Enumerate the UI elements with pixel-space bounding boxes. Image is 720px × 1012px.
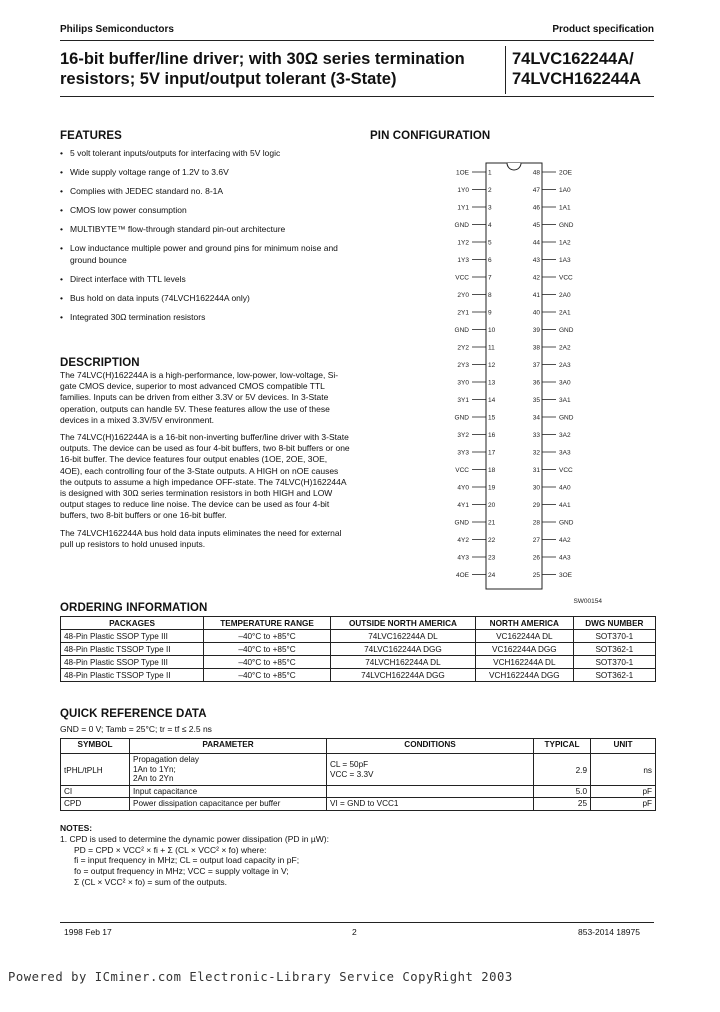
pin-left-number: 4 xyxy=(488,222,492,229)
pin-right-name: 4A1 xyxy=(559,502,571,509)
footer-date: 1998 Feb 17 xyxy=(64,927,112,937)
feature-item: • CMOS low power consumption xyxy=(60,205,350,217)
table-cell: SOT370-1 xyxy=(573,630,655,643)
document-code: 853-2014 18975 xyxy=(578,927,640,937)
pin-left-name: GND xyxy=(454,414,469,422)
pin-diagram xyxy=(380,152,602,605)
pin-left-number: 8 xyxy=(488,292,492,299)
description-body xyxy=(60,370,350,556)
pin-right-name: GND xyxy=(559,519,574,527)
pin-left-name: 2Y0 xyxy=(457,292,469,299)
table-cell: Propagation delay 1An to 1Yn; 2An to 2Yn xyxy=(130,754,327,786)
pin-left-name: 4OE xyxy=(455,572,469,579)
pin-left-number: 18 xyxy=(488,467,496,474)
table-cell: 74LVCH162244A DGG xyxy=(330,669,475,682)
pin-left-name: 3Y1 xyxy=(457,397,469,404)
feature-item: • Wide supply voltage range of 1.2V to 3.6V xyxy=(60,167,350,179)
pin-right-number: 34 xyxy=(532,414,540,422)
col-conditions: CONDITIONS xyxy=(327,739,534,754)
col-typical: TYPICAL xyxy=(534,739,591,754)
quick-ref-header-row xyxy=(61,739,656,754)
pin-left-number: 11 xyxy=(488,344,495,352)
pin-right-name: 1A0 xyxy=(559,187,571,194)
pin-right-number: 33 xyxy=(532,432,540,439)
pin-left-name: 2Y3 xyxy=(457,362,469,369)
table-cell: 5.0 xyxy=(534,785,591,798)
pin-right-number: 45 xyxy=(532,222,540,229)
note-line: 1. CPD is used to determine the dynamic power dissipation (PD in µW): xyxy=(60,833,329,844)
pin-left-number: 1 xyxy=(488,169,492,177)
features-heading: FEATURES xyxy=(60,130,122,142)
col-symbol: SYMBOL xyxy=(61,739,130,754)
description-paragraph: The 74LVC(H)162244A is a 16-bit non-inverting buffer/line driver with 3-State outputs. The device can be used as four 4-bit buffers, two 8-bit buffers or one 16-bit buffer. The device features four output enables (1OE, 2OE, 3OE, 4OE), each controlling four of the 3-State outputs. A HIGH on nOE causes the outputs to assume a high impedance OFF-state. The 74LVC(H)162244A is designed with 30Ω series termination resistors in both HIGH and LOW output stages to reduce line noise. The device can be used as four 4-bit buffers, two 8-bit buffers or one 16-bit buffer. xyxy=(60,432,350,521)
table-row xyxy=(61,630,656,643)
pin-left-number: 14 xyxy=(488,397,496,404)
quick-ref-heading: QUICK REFERENCE DATA xyxy=(60,708,207,720)
title-line-1: 16-bit buffer/line driver; with 30Ω series termination xyxy=(60,50,465,68)
pin-right-name: 2A2 xyxy=(559,344,571,352)
feature-item: • Direct interface with TTL levels xyxy=(60,274,350,286)
ordering-table xyxy=(60,616,656,682)
pin-right-number: 48 xyxy=(532,169,540,177)
pin-right-number: 39 xyxy=(532,327,540,334)
pin-right-name: 2OE xyxy=(559,169,573,177)
feature-item: • 5 volt tolerant inputs/outputs for interfacing with 5V logic xyxy=(60,148,350,160)
pin-right-name: 4A2 xyxy=(559,537,571,544)
pin-right-number: 36 xyxy=(532,379,540,387)
table-cell: 74LVC162244A DGG xyxy=(330,643,475,656)
table-cell: VC162244A DGG xyxy=(475,643,573,656)
description-heading: DESCRIPTION xyxy=(60,357,140,369)
header-rule xyxy=(60,40,654,41)
pin-left-number: 16 xyxy=(488,432,496,439)
page-number: 2 xyxy=(352,927,357,937)
pin-left-name: 3Y0 xyxy=(457,379,469,387)
pin-right-name: GND xyxy=(559,222,574,229)
description-paragraph: The 74LVCH162244A bus hold data inputs eliminates the need for external pull up resistors to hold unused inputs. xyxy=(60,527,342,549)
col-packages: PACKAGES xyxy=(61,617,204,630)
col-outside-na: OUTSIDE NORTH AMERICA xyxy=(330,617,475,630)
table-cell: –40°C to +85°C xyxy=(204,630,331,643)
table-cell: –40°C to +85°C xyxy=(204,643,331,656)
table-row xyxy=(61,656,656,669)
feature-item: • Integrated 30Ω termination resistors xyxy=(60,312,350,324)
pin-left-number: 20 xyxy=(488,502,496,509)
table-cell: ns xyxy=(591,754,656,786)
pin-left-name: 1Y1 xyxy=(457,204,469,212)
part-number-1: 74LVC162244A/ xyxy=(512,50,634,68)
pin-right-number: 47 xyxy=(532,187,540,194)
table-row xyxy=(61,643,656,656)
pin-right-name: 2A0 xyxy=(559,292,571,299)
table-cell: VI = GND to VCC1 xyxy=(327,798,534,811)
doc-type: Product specification xyxy=(552,24,654,35)
pin-left-number: 21 xyxy=(488,519,496,527)
pin-right-number: 41 xyxy=(532,292,540,299)
pin-right-number: 44 xyxy=(532,239,540,247)
watermark: Powered by ICminer.com Electronic-Library Service CopyRight 2003 xyxy=(8,970,513,984)
table-row xyxy=(61,785,656,798)
note-line: PD = CPD × VCC² × fi + Σ (CL × VCC² × fo) where: xyxy=(74,844,267,855)
pin-left-name: 3Y3 xyxy=(457,449,469,457)
pin-left-name: 1OE xyxy=(455,169,469,177)
feature-item: • MULTIBYTE™ flow-through standard pin-out architecture xyxy=(60,224,350,236)
table-cell: VCH162244A DL xyxy=(475,656,573,669)
pin-right-number: 27 xyxy=(532,537,540,544)
pin-left-number: 13 xyxy=(488,379,496,387)
table-cell: VC162244A DL xyxy=(475,630,573,643)
pin-right-name: 3A2 xyxy=(559,432,571,439)
pin-right-number: 46 xyxy=(532,204,540,212)
pin-left-name: 3Y2 xyxy=(457,432,469,439)
table-cell xyxy=(327,785,534,798)
table-row xyxy=(61,798,656,811)
note-line: Σ (CL × VCC² × fo) = sum of the outputs. xyxy=(74,876,228,887)
table-cell: SOT370-1 xyxy=(573,656,655,669)
title-line-2: resistors; 5V input/output tolerant (3-State) xyxy=(60,70,397,88)
pin-right-number: 28 xyxy=(532,519,540,527)
pin-left-name: 4Y3 xyxy=(457,554,469,562)
pin-right-number: 42 xyxy=(532,274,540,282)
table-cell: SOT362-1 xyxy=(573,669,655,682)
pin-left-number: 3 xyxy=(488,204,492,212)
pin-left-number: 19 xyxy=(488,484,496,492)
table-cell: 25 xyxy=(534,798,591,811)
feature-item: • Bus hold on data inputs (74LVCH162244A only) xyxy=(60,293,350,305)
pin-left-name: 4Y2 xyxy=(457,537,469,544)
pin-right-number: 35 xyxy=(532,397,540,404)
col-parameter: PARAMETER xyxy=(130,739,327,754)
pin-left-name: 1Y2 xyxy=(457,239,469,247)
quick-ref-table xyxy=(60,738,656,811)
note-line: fi = input frequency in MHz; CL = output load capacity in pF; xyxy=(74,855,300,866)
pin-left-name: 4Y0 xyxy=(457,484,469,492)
features-list xyxy=(60,148,350,331)
pin-left-name: 4Y1 xyxy=(457,502,469,509)
part-number-2: 74LVCH162244A xyxy=(512,70,642,88)
ordering-heading: ORDERING INFORMATION xyxy=(60,602,208,614)
ordering-header-row xyxy=(61,617,656,630)
pin-right-name: 1A2 xyxy=(559,239,571,247)
pin-right-name: 3OE xyxy=(559,572,573,579)
pin-right-number: 37 xyxy=(532,362,540,369)
pin-left-name: GND xyxy=(454,222,469,229)
pin-config-heading: PIN CONFIGURATION xyxy=(370,130,491,142)
table-cell: pF xyxy=(591,798,656,811)
pin-left-number: 9 xyxy=(488,309,492,317)
pin-right-name: GND xyxy=(559,327,574,334)
pin-left-number: 7 xyxy=(488,274,492,282)
table-row xyxy=(61,669,656,682)
table-cell: SOT362-1 xyxy=(573,643,655,656)
pin-left-name: 2Y1 xyxy=(457,309,469,317)
footer-rule xyxy=(60,922,654,923)
pin-right-name: VCC xyxy=(559,467,573,474)
feature-item: • Low inductance multiple power and ground pins for minimum noise and ground bounce xyxy=(60,243,350,266)
pin-right-name: 3A3 xyxy=(559,449,571,457)
pin-left-number: 12 xyxy=(488,362,496,369)
table-cell: VCH162244A DGG xyxy=(475,669,573,682)
pin-left-name: 1Y0 xyxy=(457,187,469,194)
pin-right-name: 3A0 xyxy=(559,379,571,387)
table-cell: Power dissipation capacitance per buffer xyxy=(130,798,327,811)
col-na: NORTH AMERICA xyxy=(475,617,573,630)
pin-right-number: 38 xyxy=(532,344,540,352)
table-row xyxy=(61,754,656,786)
pin-left-number: 23 xyxy=(488,554,496,562)
col-temperature: TEMPERATURE RANGE xyxy=(204,617,331,630)
pin-left-number: 6 xyxy=(488,257,492,264)
pin-right-number: 32 xyxy=(532,449,540,457)
table-cell: 74LVCH162244A DL xyxy=(330,656,475,669)
pin-left-number: 10 xyxy=(488,327,496,334)
pin-right-number: 43 xyxy=(532,257,540,264)
feature-item: • Complies with JEDEC standard no. 8-1A xyxy=(60,186,350,198)
pin-left-name: GND xyxy=(454,519,469,527)
pin-left-number: 22 xyxy=(488,537,496,544)
table-cell: Input capacitance xyxy=(130,785,327,798)
table-cell: CI xyxy=(61,785,130,798)
pin-left-number: 17 xyxy=(488,449,496,457)
pin-right-number: 40 xyxy=(532,309,540,317)
description-paragraph: The 74LVC(H)162244A is a high-performance, low-power, low-voltage, Si-gate CMOS device, superior to most advanced CMOS compatible TTL families. Inputs can be driven from either 3.3V or 5V devices. In 3-State operation, outputs can handle 5V. These features allow the use of these devices in a mixed 3.3V/5V environment. xyxy=(60,370,339,425)
pin-right-name: 1A3 xyxy=(559,257,571,264)
notes xyxy=(60,823,480,888)
pin-right-name: GND xyxy=(559,414,574,422)
pin-left-number: 24 xyxy=(488,572,496,579)
pin-left-name: 2Y2 xyxy=(457,344,469,352)
pin-left-number: 15 xyxy=(488,414,496,422)
title-rule xyxy=(60,96,654,97)
pin-right-number: 31 xyxy=(532,467,540,474)
pin-right-name: VCC xyxy=(559,274,573,282)
pin-right-name: 2A1 xyxy=(559,309,571,317)
table-cell: 48-Pin Plastic SSOP Type III xyxy=(61,630,204,643)
pin-left-name: GND xyxy=(454,327,469,334)
pin-right-name: 4A3 xyxy=(559,554,571,562)
table-cell: 48-Pin Plastic TSSOP Type II xyxy=(61,643,204,656)
quick-ref-conditions: GND = 0 V; Tamb = 25°C; tr = tf ≤ 2.5 ns xyxy=(60,724,212,734)
pin-right-number: 25 xyxy=(532,572,540,579)
title-separator xyxy=(505,46,506,94)
pin-left-number: 2 xyxy=(488,187,492,194)
company-name: Philips Semiconductors xyxy=(60,24,174,35)
table-cell: 74LVC162244A DL xyxy=(330,630,475,643)
table-cell: 2.9 xyxy=(534,754,591,786)
table-cell: –40°C to +85°C xyxy=(204,656,331,669)
notes-heading: NOTES: xyxy=(60,823,93,833)
pin-right-number: 26 xyxy=(532,554,540,562)
table-cell: –40°C to +85°C xyxy=(204,669,331,682)
table-cell: CPD xyxy=(61,798,130,811)
pin-right-number: 29 xyxy=(532,502,540,509)
col-dwg: DWG NUMBER xyxy=(573,617,655,630)
part-number xyxy=(512,49,641,89)
pin-left-name: VCC xyxy=(455,467,469,474)
note-line: fo = output frequency in MHz; VCC = supply voltage in V; xyxy=(74,866,289,877)
col-unit: UNIT xyxy=(591,739,656,754)
pin-right-name: 3A1 xyxy=(559,397,571,404)
table-cell: pF xyxy=(591,785,656,798)
pin-left-name: 1Y3 xyxy=(457,257,469,264)
pin-right-name: 1A1 xyxy=(559,204,571,212)
pin-right-number: 30 xyxy=(532,484,540,492)
document-title xyxy=(60,49,500,89)
pin-left-number: 5 xyxy=(488,239,492,247)
pin-right-name: 2A3 xyxy=(559,362,571,369)
figure-id: SW00154 xyxy=(573,598,602,605)
table-cell: 48-Pin Plastic TSSOP Type II xyxy=(61,669,204,682)
pin-left-name: VCC xyxy=(455,274,469,282)
table-cell: 48-Pin Plastic SSOP Type III xyxy=(61,656,204,669)
pin-right-name: 4A0 xyxy=(559,484,571,492)
table-cell: CL = 50pF VCC = 3.3V xyxy=(327,754,534,786)
table-cell: tPHL/tPLH xyxy=(61,754,130,786)
